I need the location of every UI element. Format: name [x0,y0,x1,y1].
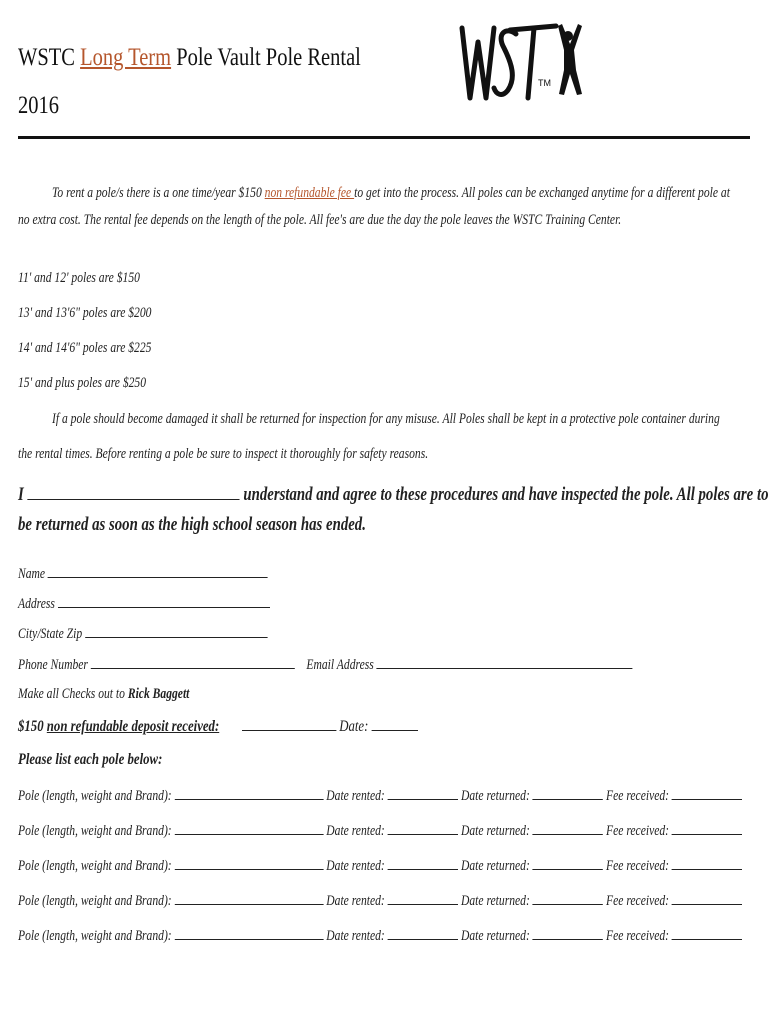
deposit-date-field[interactable] [372,718,418,731]
checks-payee: Rick Baggett [127,686,190,702]
intro-line-2: no extra cost. The rental fee depends on the length of the pole. All fee's are due the day the pole leaves the WSTC Training Center. [18,212,622,228]
fee-received-field[interactable] [672,787,742,800]
fee-received-field[interactable] [672,927,742,940]
wstc-logo-icon [458,22,586,104]
date-returned-field[interactable] [533,857,603,870]
pole-row: Pole (length, weight and Brand): Date rented: Date returned: Fee received: [18,857,742,875]
svg-text:TM: TM [538,78,551,88]
price-item: 15' and plus poles are $250 [18,375,147,391]
phone-field[interactable] [91,656,295,669]
pole-field[interactable] [175,787,324,800]
address-row: Address [18,595,270,613]
fee-link: non refundable fee [264,185,355,201]
title-accent: Long Term [80,44,172,71]
city-row: City/State Zip [18,625,267,643]
date-returned-field[interactable] [533,822,603,835]
date-returned-field[interactable] [533,892,603,905]
page-title: WSTC Long Term Pole Vault Pole Rental [18,44,361,71]
pole-field[interactable] [175,857,324,870]
pole-row: Pole (length, weight and Brand): Date rented: Date returned: Fee received: [18,927,742,945]
date-returned-field[interactable] [533,927,603,940]
date-rented-field[interactable] [388,787,458,800]
name-field[interactable] [48,565,268,578]
fee-received-field[interactable] [672,857,742,870]
phone-email-row: Phone Number Email Address [18,656,633,674]
date-returned-field[interactable] [533,787,603,800]
pole-field[interactable] [175,822,324,835]
date-rented-field[interactable] [388,892,458,905]
price-item: 11' and 12' poles are $150 [18,270,140,286]
price-item: 13' and 13'6" poles are $200 [18,305,152,321]
pole-row: Pole (length, weight and Brand): Date rented: Date returned: Fee received: [18,892,742,910]
pole-field[interactable] [175,927,324,940]
intro-line-1: To rent a pole/s there is a one time/year $150 non refundable fee to get into the process. All poles can be exchanged anytime for a different pole at [52,185,730,201]
agreement-name-field[interactable] [27,487,239,500]
damage-line-1: If a pole should become damaged it shall be returned for inspection for any misuse. All Poles shall be kept in a protective pole container during [52,411,720,427]
fee-received-field[interactable] [672,822,742,835]
deposit-field[interactable] [242,718,336,731]
pole-row: Pole (length, weight and Brand): Date rented: Date returned: Fee received: [18,822,742,840]
email-field[interactable] [377,656,633,669]
checks-row: Make all Checks out to Rick Baggett [18,686,190,702]
date-rented-field[interactable] [388,857,458,870]
pole-field[interactable] [175,892,324,905]
city-state-zip-field[interactable] [85,625,267,638]
deposit-row: $150 non refundable deposit received: Date: [18,718,418,736]
agreement-line-2: be returned as soon as the high school season has ended. [18,514,366,535]
fee-received-field[interactable] [672,892,742,905]
pole-list-heading: Please list each pole below: [18,751,163,768]
date-rented-field[interactable] [388,822,458,835]
wstc-logo [458,22,586,104]
damage-line-2: the rental times. Before renting a pole be sure to inspect it thoroughly for safety reasons. [18,446,429,462]
pole-row: Pole (length, weight and Brand): Date rented: Date returned: Fee received: [18,787,742,805]
address-field[interactable] [58,595,270,608]
header-rule [18,136,750,139]
page-year: 2016 [18,92,59,119]
date-rented-field[interactable] [388,927,458,940]
price-item: 14' and 14'6" poles are $225 [18,340,152,356]
name-row: Name [18,565,268,583]
agreement-line-1: I understand and agree to these procedures and have inspected the pole. All poles are to [18,484,769,505]
